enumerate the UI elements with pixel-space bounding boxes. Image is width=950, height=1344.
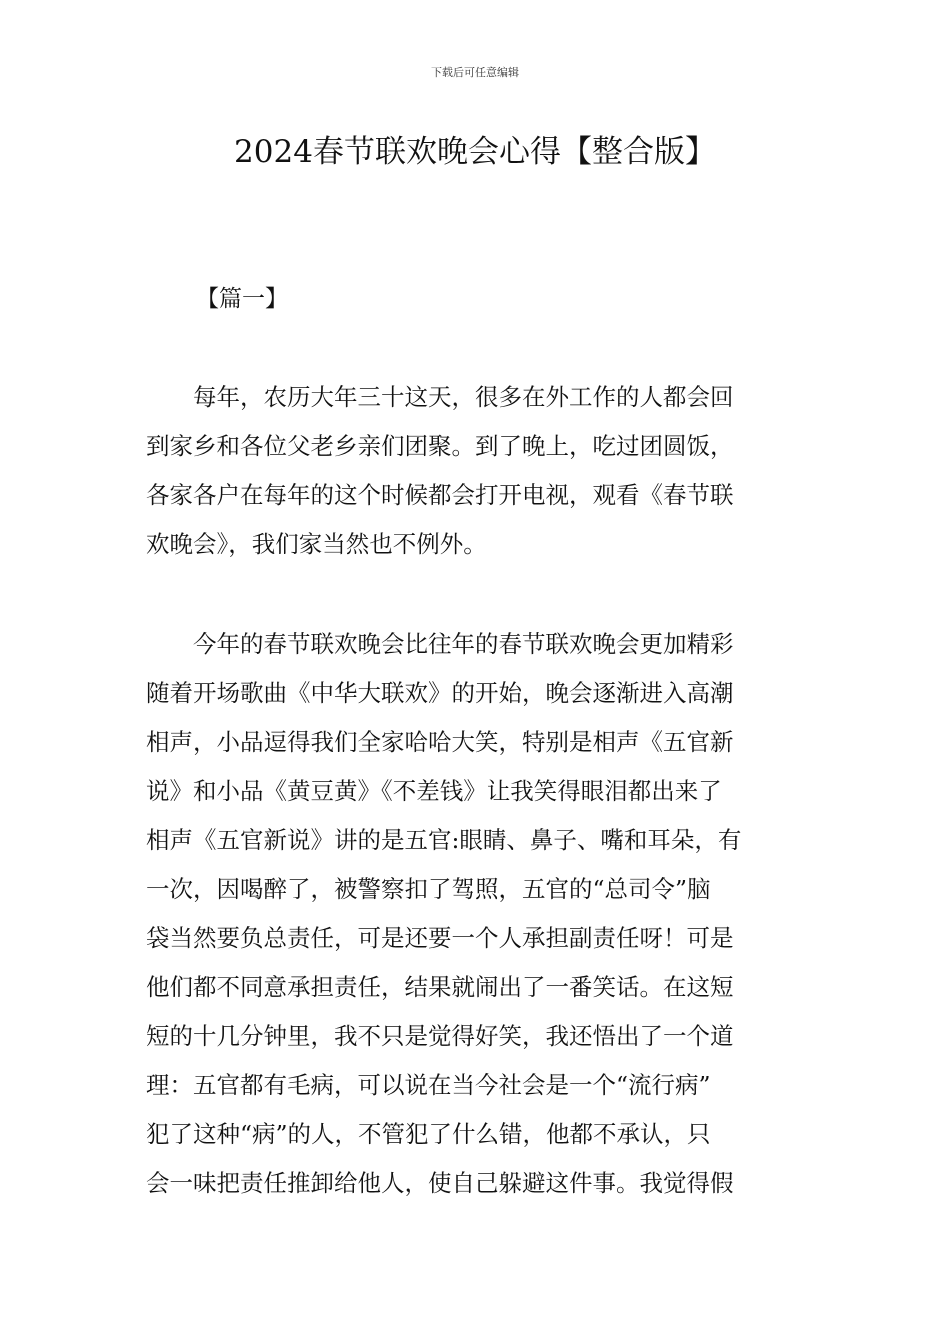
paragraph-line: 相声，小品逗得我们全家哈哈大笑，特别是相声《五官新 [146, 728, 734, 756]
paragraph-line: 一次，因喝醉了，被警察扣了驾照，五官的“总司令”脑 [146, 875, 711, 903]
paragraph-line: 犯了这种“病”的人，不管犯了什么错，他都不承认，只 [146, 1120, 711, 1148]
paragraph-line: 每年，农历大年三十这天，很多在外工作的人都会回 [146, 383, 734, 411]
paragraph-line: 袋当然要负总责任，可是还要一个人承担副责任呀！可是 [146, 924, 734, 952]
paragraph-line: 到家乡和各位父老乡亲们团聚。到了晚上，吃过团圆饭， [146, 432, 734, 460]
paragraph-line: 理：五官都有毛病，可以说在当今社会是一个“流行病” [146, 1071, 711, 1099]
paragraph-line: 相声《五官新说》讲的是五官:眼睛、鼻子、嘴和耳朵，有 [146, 826, 742, 854]
header-note: 下载后可任意编辑 [431, 66, 519, 79]
document-title: 2024春节联欢晚会心得【整合版】 [234, 134, 716, 170]
paragraph-1 [146, 373, 806, 569]
paragraph-2 [146, 620, 806, 1208]
paragraph-line: 今年的春节联欢晚会比往年的春节联欢晚会更加精彩 [146, 630, 734, 658]
paragraph-line: 会一味把责任推卸给他人，使自己躲避这件事。我觉得假 [146, 1169, 734, 1197]
section-heading: 【篇一】 [196, 286, 288, 312]
paragraph-line: 短的十几分钟里，我不只是觉得好笑，我还悟出了一个道 [146, 1022, 734, 1050]
paragraph-line: 他们都不同意承担责任，结果就闹出了一番笑话。在这短 [146, 973, 734, 1001]
paragraph-line: 说》和小品《黄豆黄》《不差钱》让我笑得眼泪都出来了 [146, 777, 722, 805]
paragraph-line: 各家各户在每年的这个时候都会打开电视，观看《春节联 [146, 481, 734, 509]
paragraph-line: 随着开场歌曲《中华大联欢》的开始，晚会逐渐进入高潮 [146, 679, 734, 707]
paragraph-line: 欢晚会》，我们家当然也不例外。 [146, 530, 487, 558]
